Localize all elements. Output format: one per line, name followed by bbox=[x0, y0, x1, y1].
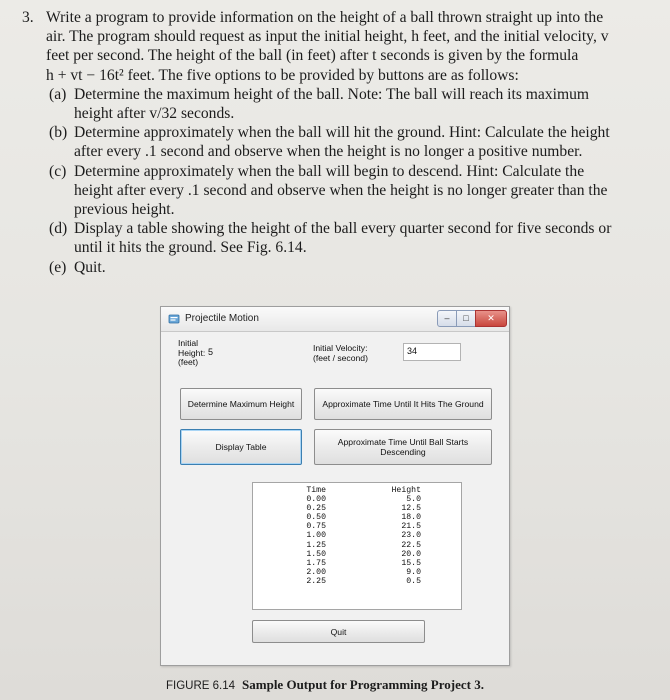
figure-caption bbox=[166, 677, 484, 693]
table-header bbox=[253, 486, 461, 495]
option-label: (e) bbox=[49, 258, 67, 276]
problem-stem bbox=[46, 8, 658, 277]
table-row bbox=[253, 568, 461, 577]
option-line: height after every .1 second and observe when the height is no longer greater than the bbox=[74, 181, 608, 199]
problem-number: 3. bbox=[22, 9, 34, 26]
height-cell: 21.5 bbox=[401, 522, 421, 532]
option-b bbox=[22, 123, 658, 161]
close-button[interactable]: ✕ bbox=[475, 310, 507, 327]
time-cell: 2.25 bbox=[306, 576, 326, 586]
time-cell: 1.50 bbox=[306, 549, 326, 559]
time-cell: 1.75 bbox=[306, 558, 326, 568]
option-d bbox=[22, 219, 658, 257]
time-cell: 2.00 bbox=[306, 567, 326, 577]
height-cell: 18.0 bbox=[401, 513, 421, 523]
time-cell: 1.00 bbox=[306, 531, 326, 541]
determine-max-height-button[interactable]: Determine Maximum Height bbox=[180, 388, 302, 420]
stem-line: h + vt − 16t² feet. The five options to be provided by buttons are as follows: bbox=[46, 66, 519, 84]
height-cell: 22.5 bbox=[401, 540, 421, 550]
label-line: Initial Velocity: bbox=[313, 343, 368, 353]
option-line: after every .1 second and observe when the height is no longer a positive number. bbox=[74, 143, 583, 161]
stem-line: Write a program to provide information on the height of a ball thrown straight up into the bbox=[46, 9, 604, 26]
approximate-starts-descending-button[interactable] bbox=[314, 429, 492, 465]
quit-button[interactable]: Quit bbox=[252, 620, 425, 643]
time-cell: 0.50 bbox=[306, 513, 326, 523]
height-cell: 12.5 bbox=[401, 504, 421, 514]
option-label: (d) bbox=[49, 220, 68, 238]
option-line: until it hits the ground. See Fig. 6.14. bbox=[74, 239, 307, 257]
option-line: Determine the maximum height of the ball. Note: The ball will reach its maximum bbox=[74, 85, 590, 103]
projectile-motion-window bbox=[160, 306, 510, 666]
label-line: (feet) bbox=[178, 357, 199, 368]
table-row bbox=[253, 513, 461, 522]
caption-text: Sample Output for Programming Project 3. bbox=[242, 677, 484, 692]
option-line: Determine approximately when the ball will hit the ground. Hint: Calculate the height bbox=[74, 124, 610, 142]
problem-3 bbox=[22, 8, 658, 277]
option-a bbox=[22, 85, 658, 123]
option-label: (b) bbox=[49, 124, 68, 142]
time-cell: 0.75 bbox=[306, 522, 326, 532]
option-line: Determine approximately when the ball will begin to descend. Hint: Calculate the bbox=[74, 162, 585, 180]
height-cell: 23.0 bbox=[401, 531, 421, 541]
option-label: (a) bbox=[49, 85, 67, 103]
approximate-hits-ground-button[interactable]: Approximate Time Until It Hits The Ground bbox=[314, 388, 492, 420]
button-line: Approximate Time Until Ball Starts bbox=[337, 437, 469, 447]
app-icon bbox=[168, 313, 180, 325]
title-bar[interactable] bbox=[161, 307, 509, 332]
height-cell: 9.0 bbox=[406, 567, 421, 577]
table-row bbox=[253, 495, 461, 504]
option-label: (c) bbox=[49, 162, 67, 180]
option-line: Display a table showing the height of the ball every quarter second for five seconds or bbox=[74, 220, 612, 238]
display-table-button[interactable]: Display Table bbox=[180, 429, 302, 465]
time-cell: 0.00 bbox=[306, 495, 326, 505]
table-row bbox=[253, 550, 461, 559]
height-cell: 5.0 bbox=[406, 495, 421, 505]
table-row bbox=[253, 531, 461, 540]
height-cell: 15.5 bbox=[401, 558, 421, 568]
option-c bbox=[22, 162, 658, 220]
table-row bbox=[253, 504, 461, 513]
initial-velocity-input[interactable]: 34 bbox=[403, 343, 461, 361]
button-line: Descending bbox=[380, 447, 426, 457]
time-cell: 0.25 bbox=[306, 504, 326, 514]
label-line: Initial bbox=[178, 338, 199, 348]
height-cell: 20.0 bbox=[401, 549, 421, 559]
option-line: height after v/32 seconds. bbox=[74, 105, 235, 123]
header-height: Height bbox=[391, 486, 421, 495]
table-row bbox=[253, 559, 461, 568]
height-cell: 0.5 bbox=[406, 576, 421, 586]
minimize-button[interactable]: – bbox=[437, 310, 457, 327]
table-row bbox=[253, 522, 461, 531]
table-row bbox=[253, 541, 461, 550]
maximize-button[interactable]: □ bbox=[456, 310, 476, 327]
label-line: (feet / second) bbox=[313, 352, 368, 363]
option-line: Quit. bbox=[74, 258, 106, 276]
header-time: Time bbox=[306, 486, 326, 495]
height-table[interactable] bbox=[252, 482, 462, 610]
table-row bbox=[253, 577, 461, 586]
initial-velocity-label bbox=[313, 344, 368, 363]
option-line: previous height. bbox=[74, 201, 175, 219]
initial-height-label bbox=[178, 339, 205, 368]
stem-line: feet per second. The height of the ball (in feet) after t seconds is given by the formula bbox=[46, 47, 579, 65]
initial-height-input[interactable]: 5 bbox=[208, 347, 214, 357]
stem-line: air. The program should request as input the initial height, h feet, and the initial velocity, v bbox=[46, 28, 609, 46]
label-line: Height: bbox=[178, 347, 206, 358]
time-cell: 1.25 bbox=[306, 540, 326, 550]
option-e bbox=[22, 258, 658, 277]
figure-number: FIGURE 6.14 bbox=[166, 680, 236, 692]
window-title: Projectile Motion bbox=[185, 313, 259, 324]
